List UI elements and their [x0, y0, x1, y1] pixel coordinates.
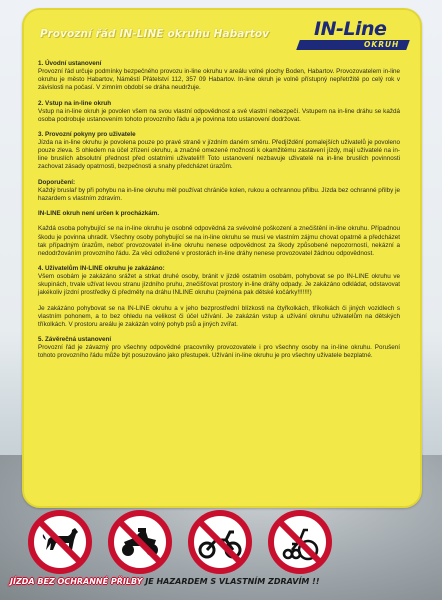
section-text: Všem osobám je zakázáno srážet a strkat druhé osoby, bránit v jízdě ostatním osobám, pohybovat se po IN-LINE okruhu ve skupinách, trvale užívat levou stranu jízdního pruhu, znečišťovat prostory in-line dráhy odpady. Je zakázáno odkládat, odstavovat jakékoliv jízdní prostředky či předměty na dráhu INLINE okruhu (zejména pak dětské kočárky!!!!!!!) — [38, 273, 400, 297]
section-entry — [38, 100, 400, 124]
section-heading: 3. Provozní pokyny pro uživatele — [38, 131, 136, 139]
section-text: Provozní řád je závazný pro všechny odpovědné pracovníky provozovatele i pro všechny osoby na in-line okruhu. Porušení tohoto provozního řádu může být posuzováno jako přestupek. Užívání in-line okruhu je pro všechny uživatele bezplatné. — [38, 344, 400, 360]
slogan-part-1: JÍZDA BEZ OCHRANNÉ PŘILBY — [10, 577, 143, 586]
section-text: Je zakázáno pohybovat se na IN-LINE okruhu a v jeho bezprostřední blízkosti na čtyřkolkách, tříkolkách či jiných vozidlech s vlastním pohonem, a to bez ohledu na velikost či účel užívání. Je zakázán vstup a užívání okruhu uživatelům na dětských tříkolkách. V prostoru areálu je zakázán volný pohyb psů a jiných zvířat. — [38, 304, 400, 328]
prohibition-icons — [0, 510, 442, 572]
no-quad-bikes-icon — [108, 510, 172, 574]
section-heading: 4. Uživatelům IN-LINE okruhu je zakázáno: — [38, 265, 165, 272]
section-vehicles-animals — [38, 305, 400, 329]
section-heading: 1. Úvodní ustanovení — [38, 60, 102, 67]
logo-text: IN-Line — [314, 18, 387, 40]
logo-subtext: OKRUH — [364, 40, 400, 49]
no-tricycles-icon — [268, 510, 332, 574]
page-title: Provozní řád IN-LINE okruhu Habartov — [40, 28, 270, 40]
section-final-provisions — [38, 336, 400, 360]
section-text: Jízda na in-line okruhu je povolena pouze po pravé straně v jízdním daném směru. Předjíždění pomalejších uživatelů je povoleno pouze zleva. S ohledem na účel zřízení okruhu, a značné omezené možnosti k okamžitému zastavení jízdy, mají uživatelé na in-line bruslích absolutní přednost před ostatními uživateli!!! Toto ustanovení nezbavuje uživatelé na in-line bruslích povinnosti zachovat zásady opatrnosti, bezpečnosti a snahy předcházet úrazům. — [38, 139, 400, 171]
slogan-part-2: JE HAZARDEM S VLASTNÍM ZDRAVÍM !! — [145, 577, 320, 586]
section-heading: IN-LINE okruh není určen k procházkám. — [38, 210, 160, 218]
section-no-walking — [38, 210, 400, 218]
no-motorbikes-icon — [188, 510, 252, 574]
safety-slogan — [10, 577, 440, 586]
sign-header — [34, 18, 414, 54]
section-text: Každý bruslař by při pohybu na in-line okruhu měl používat chrániče kolen, rukou a ochrannou přilbu. Jízda bez ochranné přilby je hazardem s vlastním zdravím. — [38, 186, 400, 202]
section-intro — [38, 60, 400, 92]
section-recommendation — [38, 179, 400, 203]
section-text: Každá osoba pohybující se na in-line okruhu je osobně odpovědná za svévolné poškození a znečištění in-line okruhu. Případnou škodu je povinna uhradit. Všechny osoby pohybující se na in-line okruhu se musí ve vlastním zájmu chovat opatrně a předcházet tak případným úrazům, neboť provozovatel in-line okruhu nenese odpovědnost za škody způsobené nepozorností, nekázní a nedodržováním provozního řádu. Za věci odložené v prostorách in-line dráhy nenese provozovatel žádnou odpovědnost. — [38, 225, 400, 257]
section-operating-instructions — [38, 131, 400, 171]
no-dogs-icon — [28, 510, 92, 574]
rules-content — [38, 60, 400, 368]
in-line-logo — [294, 18, 414, 54]
section-text: Vstup na in-line okruh je povolen všem na svou vlastní odpovědnost a své vlastní nebezpečí. Vstupem na in-line dráhu se každá osoba podrobuje ustanovením tohoto provozního řádu a je povinna toto ustanovení dodržovat. — [38, 107, 400, 123]
section-heading: 5. Závěrečná ustanovení — [38, 336, 112, 344]
section-heading: 2. Vstup na in-line okruh — [38, 99, 112, 107]
section-prohibitions — [38, 265, 400, 297]
section-text: Provozní řád určuje podmínky bezpečného provozu in-line okruhu v areálu volné plochy Boden, Habartov. Provozovatelem in-line okruhu je město Habartov, Náměstí Přátelství 112, 357 09 Habartov. In-line okruh je volně přístupný nepřetržitě po celý rok v závislosti na počasí. V zimním období se dráha neudržuje. — [38, 68, 400, 92]
section-heading: Doporučení: — [38, 178, 76, 186]
section-responsibility — [38, 225, 400, 257]
